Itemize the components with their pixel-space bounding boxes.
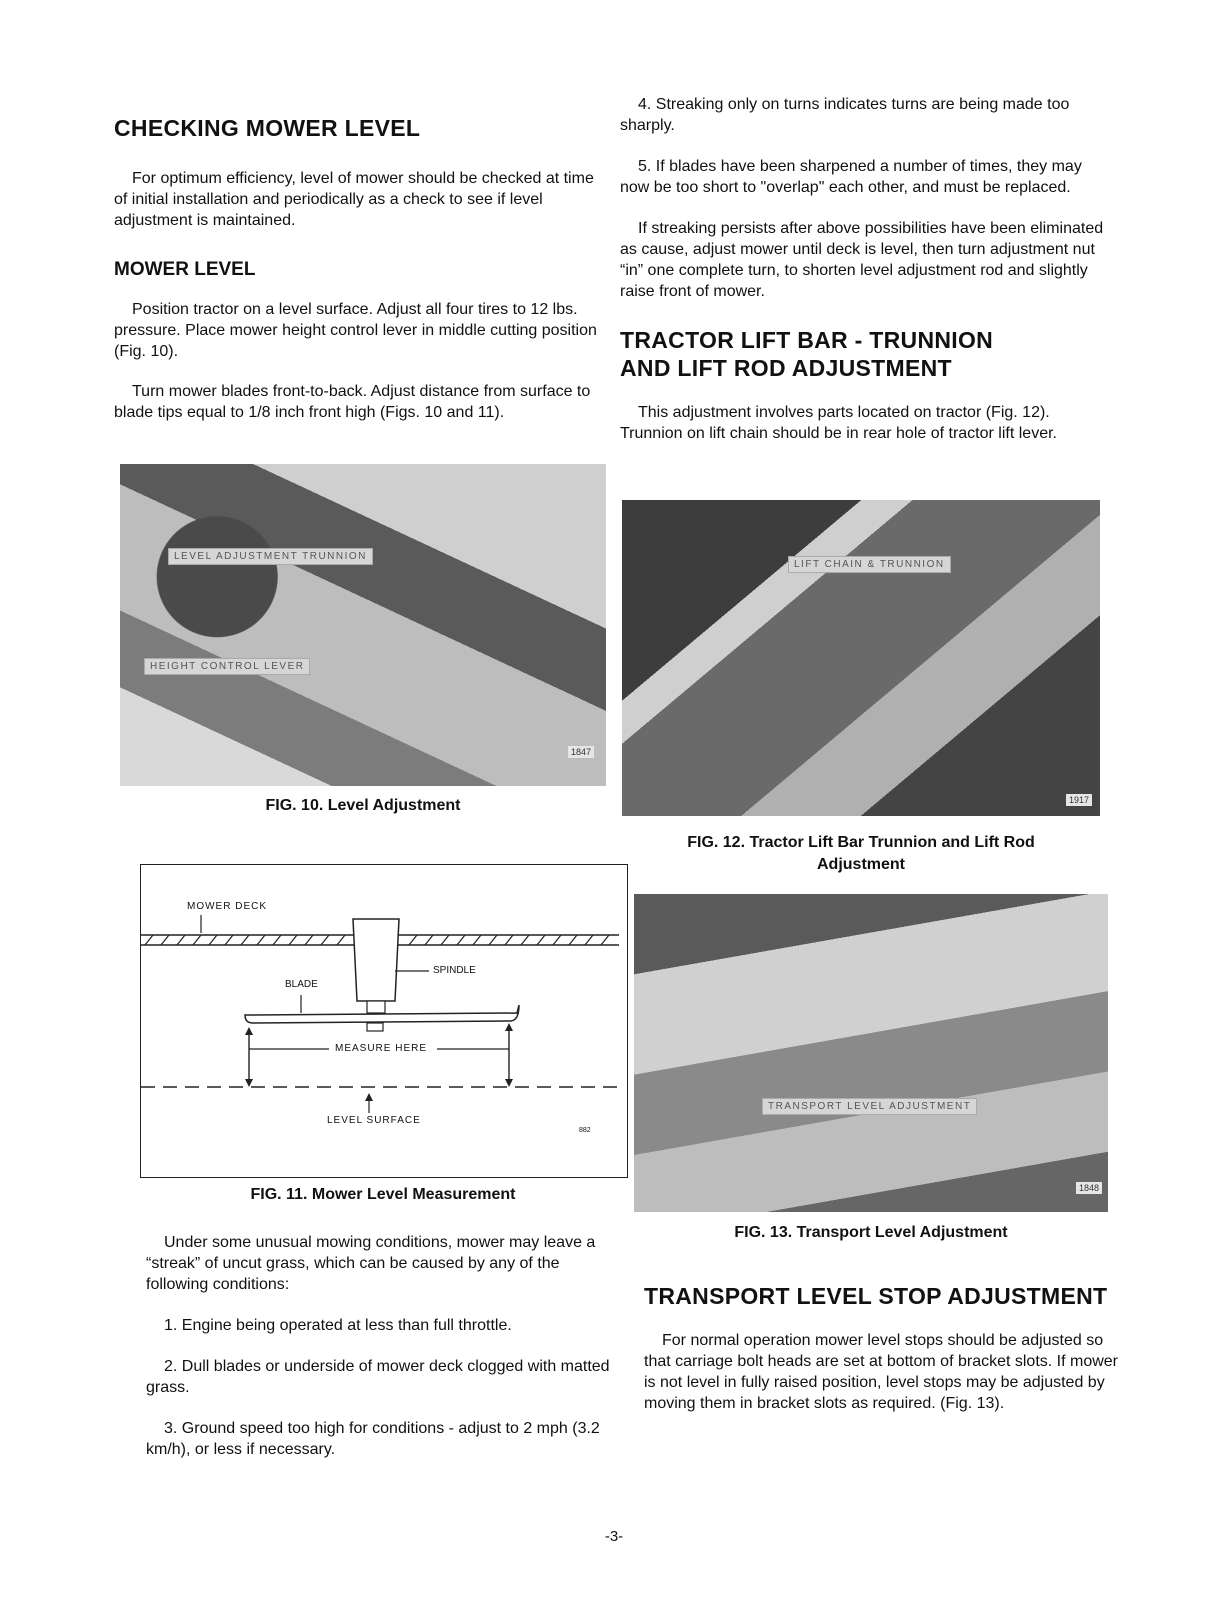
fig11-number: 882 [579,1127,591,1134]
condition-item-3: 3. Ground speed too high for conditions - adjust to 2 mph (3.2 km/h), or less if necessary. [146,1420,600,1458]
fig12-caption-line1: FIG. 12. Tractor Lift Bar Trunnion and Lift Rod [687,834,1035,851]
fig11-label-measure-here: MEASURE HERE [335,1043,428,1054]
paragraph-streaking-persists: If streaking persists after above possibilities have been eliminated as cause, adjust mower until deck is level, then turn adjustment nut “in” one complete turn, to shorten level adjustment rod and slightly raise front of mower. [620,220,1104,300]
fig13-caption: FIG. 13. Transport Level Adjustment [734,1224,1008,1241]
paragraph-position-tractor: Position tractor on a level surface. Adjust all four tires to 12 lbs. pressure. Place mower height control lever in middle cutting position (Fig. 10). [114,301,597,360]
paragraph-normal-operation: For normal operation mower level stops should be adjusted so that carriage bolt heads are set at bottom of bracket slots. If mower is not level in fully raised position, level stops may be adjusted by moving them in bracket slots as required. (Fig. 13). [644,1332,1119,1412]
page-number: -3- [604,1528,624,1545]
heading-transport-level-stop: TRANSPORT LEVEL STOP ADJUSTMENT [644,1283,1108,1309]
condition-item-2: 2. Dull blades or underside of mower deck clogged with matted grass. [146,1358,610,1396]
right-column [620,94,1114,444]
fig11-label-mower-deck: MOWER DECK [187,901,267,912]
left-column [114,100,608,423]
fig10-caption: FIG. 10. Level Adjustment [265,797,461,814]
fig12-label-chain: LIFT CHAIN & TRUNNION [788,556,951,573]
fig11-label-level-surface: LEVEL SURFACE [327,1115,421,1126]
paragraph-optimum-efficiency: For optimum efficiency, level of mower should be checked at time of initial installation and periodically as a check to see if level adjustment is maintained. [114,170,594,229]
heading-tractor-lift-bar-line1: TRACTOR LIFT BAR - TRUNNION [620,327,994,353]
fig12-caption-line2: Adjustment [817,856,905,873]
left-lower-text [146,1232,624,1460]
fig13-photo [634,894,1108,1212]
fig11-label-blade: BLADE [285,979,318,990]
fig10-photo-number: 1847 [568,746,594,758]
condition-item-1: 1. Engine being operated at less than full throttle. [164,1317,512,1334]
fig11-caption: FIG. 11. Mower Level Measurement [250,1186,516,1203]
heading-mower-level: MOWER LEVEL [114,259,256,280]
paragraph-turn-blades: Turn mower blades front-to-back. Adjust distance from surface to blade tips equal to 1/8 inch front high (Figs. 10 and 11). [114,383,591,421]
condition-item-4: 4. Streaking only on turns indicates turns are being made too sharply. [620,96,1070,134]
transport-section [644,1282,1120,1414]
paragraph-unusual-conditions: Under some unusual mowing conditions, mower may leave a “streak” of uncut grass, which can be caused by any of the following conditions: [146,1234,596,1293]
paragraph-adjustment-involves: This adjustment involves parts located on tractor (Fig. 12). Trunnion on lift chain should be in rear hole of tractor lift lever. [620,404,1057,442]
heading-tractor-lift-bar [620,326,1114,382]
heading-checking-mower-level: CHECKING MOWER LEVEL [114,115,421,141]
fig12-photo [622,500,1100,816]
fig11-label-spindle: SPINDLE [433,965,476,976]
heading-tractor-lift-bar-line2: AND LIFT ROD ADJUSTMENT [620,355,952,381]
condition-item-5: 5. If blades have been sharpened a number of times, they may now be too short to "overlap" each other, and must be replaced. [620,158,1082,196]
fig10-label-trunnion: LEVEL ADJUSTMENT TRUNNION [168,548,373,565]
fig13-label-transport: TRANSPORT LEVEL ADJUSTMENT [762,1098,977,1115]
fig12-caption [622,832,1100,876]
fig13-photo-number: 1848 [1076,1182,1102,1194]
fig10-label-lever: HEIGHT CONTROL LEVER [144,658,310,675]
fig11-diagram [140,864,628,1178]
fig10-photo [120,464,606,786]
fig12-photo-number: 1917 [1066,794,1092,806]
